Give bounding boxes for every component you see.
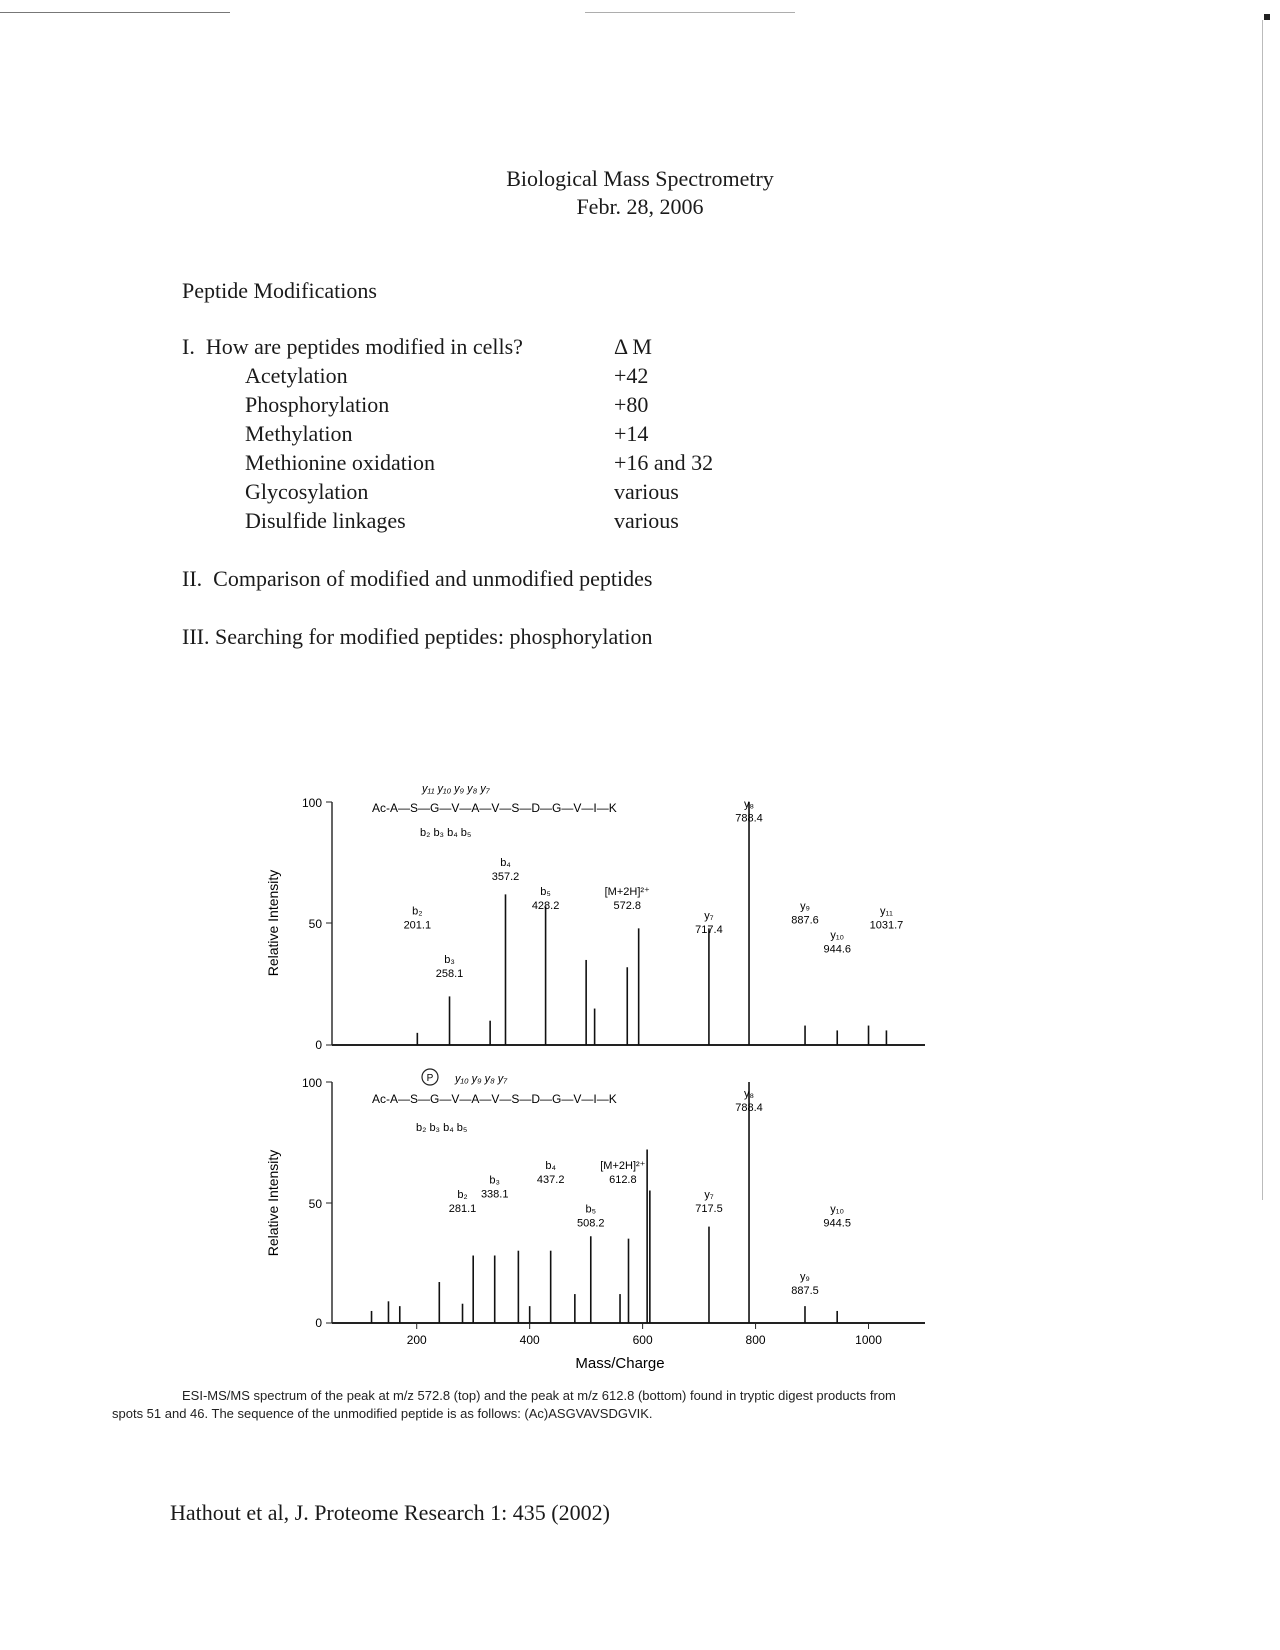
bottom-ytick-label: 0 [315, 1316, 322, 1330]
citation-reference: Hathout et al, J. Proteome Research 1: 435 (2002) [170, 1500, 610, 1525]
modification-name: Glycosylation [245, 479, 369, 504]
x-tick-label: 400 [519, 1333, 540, 1347]
figure-caption [112, 1387, 1112, 1423]
peak-mz-label: 717.5 [695, 1203, 723, 1216]
peak-mz-label: 717.4 [695, 924, 723, 937]
top-labels-group [404, 798, 904, 980]
peak-ion-label: y₉ [800, 900, 810, 913]
peak-ion-label: b₄ [500, 856, 511, 869]
top-ytick-label: 0 [315, 1038, 322, 1052]
peak-ion-label: b₂ [412, 905, 423, 918]
peak-ion-label: b₅ [540, 885, 551, 898]
peak-mz-label: 788.4 [735, 1101, 763, 1114]
peak-ion-label: y₈ [743, 1087, 755, 1100]
modification-delta: +16 and 32 [614, 450, 714, 475]
peak-mz-label: 338.1 [480, 1188, 509, 1201]
bottom-ytick-label: 50 [308, 1197, 322, 1211]
scan-artifact-top-center [585, 12, 795, 13]
section-iii-heading: III. Searching for modified peptides: phosphorylation [182, 624, 653, 649]
modification-name: Disulfide linkages [245, 508, 406, 533]
peak-mz-label: 437.2 [536, 1174, 565, 1187]
peak-ion-label: [M+2H]²⁺ [604, 885, 650, 898]
spectrum-top-panel [265, 783, 925, 1052]
top-ytick-label: 100 [301, 796, 322, 810]
peak-ion-label: y₇ [704, 1189, 714, 1202]
x-tick-label: 800 [745, 1333, 766, 1347]
peak-mz-label: 428.2 [531, 899, 560, 912]
peak-ion-label: b₅ [585, 1203, 597, 1216]
peak-mz-label: 887.5 [791, 1285, 819, 1298]
bottom-y-ion-header: y₁₀ y₉ y₈ y₇ [455, 1073, 508, 1085]
peak-ion-label: y₁₁ [879, 905, 893, 918]
peak-mz-label: 357.2 [491, 870, 520, 883]
peak-mz-label: 508.2 [577, 1217, 605, 1230]
section-ii-heading: II. Comparison of modified and unmodified peptides [182, 566, 653, 591]
document-header [0, 165, 1280, 221]
bottom-b-ion-footer: b₂ b₃ b₄ b₅ [416, 1122, 468, 1134]
document-date: Febr. 28, 2006 [576, 194, 704, 219]
scan-artifact-top-left [0, 12, 230, 13]
peak-ion-label: y₈ [743, 798, 755, 811]
peak-mz-label: 887.6 [791, 914, 819, 927]
top-y-axis-label: Relative Intensity [265, 869, 281, 977]
peak-mz-label: 612.8 [609, 1174, 637, 1187]
peak-ion-label: y₇ [704, 910, 714, 923]
peak-ion-label: y₁₀ [830, 1203, 845, 1216]
x-tick-label: 1000 [855, 1333, 882, 1347]
caption-line-1: ESI-MS/MS spectrum of the peak at m/z 572.8 (top) and the peak at m/z 612.8 (bottom) found in tryptic digest products from [182, 1388, 896, 1403]
modification-delta: +80 [614, 392, 649, 417]
delta-mass-header: Δ M [614, 334, 652, 359]
bottom-y-axis-label: Relative Intensity [265, 1149, 281, 1257]
peak-mz-label: 944.6 [823, 943, 852, 956]
ms-spectra-figure [0, 760, 1280, 1380]
peak-mz-label: 572.8 [613, 899, 642, 912]
modification-name: Phosphorylation [245, 392, 390, 417]
x-axis-label: Mass/Charge [575, 1355, 665, 1372]
modification-name: Methylation [245, 421, 353, 446]
x-tick-label: 600 [632, 1333, 653, 1347]
modification-delta: various [614, 508, 679, 533]
spectrum-bottom-panel [265, 1069, 925, 1372]
top-y-ion-header: y₁₁ y₁₀ y₉ y₈ y₇ [422, 783, 490, 795]
peak-ion-label: b₂ [457, 1189, 468, 1202]
modification-name: Acetylation [245, 363, 348, 388]
peak-ion-label: y₉ [800, 1271, 810, 1284]
peak-mz-label: 258.1 [435, 967, 464, 980]
section-title: Peptide Modifications [182, 278, 377, 303]
caption-line-2: spots 51 and 46. The sequence of the unmodified peptide is as follows: (Ac)ASGVAVSDGVIK. [112, 1406, 653, 1421]
peak-mz-label: 281.1 [448, 1203, 477, 1216]
modification-delta: various [614, 479, 679, 504]
peak-ion-label: b₃ [489, 1174, 501, 1187]
peak-ion-label: y₁₀ [830, 929, 845, 942]
peak-mz-label: 788.4 [735, 812, 763, 825]
peak-mz-label: 1031.7 [869, 919, 904, 932]
modification-delta: +42 [614, 363, 649, 388]
scan-artifact-corner-dot [1264, 14, 1270, 20]
bottom-peptide-sequence: Ac-A—S—G—V—A—V—S—D—G—V—I—K [372, 1092, 617, 1106]
peak-ion-label: b₄ [545, 1160, 556, 1173]
peak-mz-label: 944.5 [823, 1217, 851, 1230]
bottom-peaks-group [372, 1082, 838, 1323]
top-b-ion-footer: b₂ b₃ b₄ b₅ [420, 827, 472, 839]
x-tick-label: 200 [406, 1333, 427, 1347]
phospho-mark: P [426, 1073, 434, 1084]
modification-delta: +14 [614, 421, 649, 446]
document-title: Biological Mass Spectrometry [506, 166, 774, 191]
modification-name: Methionine oxidation [245, 450, 436, 475]
peak-ion-label: b₃ [444, 953, 455, 966]
peak-ion-label: [M+2H]²⁺ [600, 1160, 646, 1173]
top-ytick-label: 50 [308, 917, 322, 931]
section-i-heading: I. How are peptides modified in cells? [182, 334, 523, 359]
x-ticks-group [407, 1323, 882, 1347]
peak-mz-label: 201.1 [403, 919, 432, 932]
top-peptide-sequence: Ac-A—S—G—V—A—V—S—D—G—V—I—K [372, 801, 617, 815]
bottom-ytick-label: 100 [301, 1076, 322, 1090]
